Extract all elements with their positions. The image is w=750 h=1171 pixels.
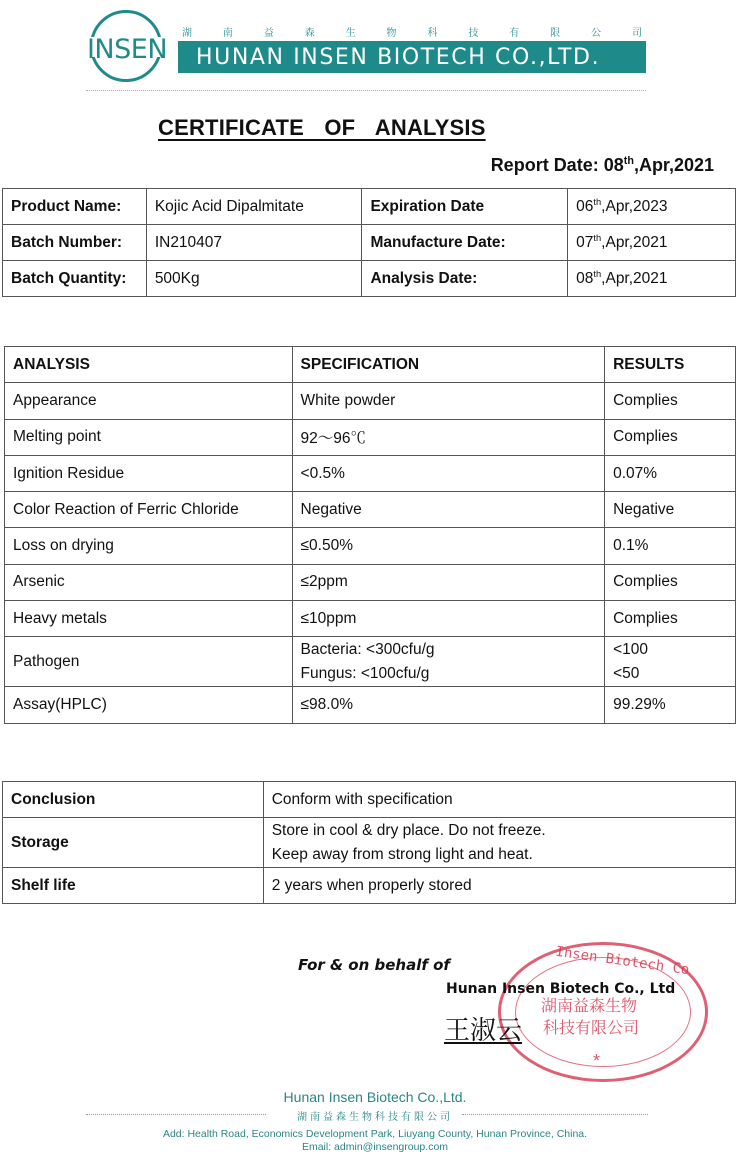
conclusion-value: Conform with specification — [263, 782, 735, 818]
footer-divider-right — [462, 1114, 648, 1115]
company-name-chinese: 湖 南 益 森 生 物 科 技 有 限 公 司 — [182, 28, 642, 39]
table-row: Heavy metals ≤10ppm Complies — [5, 601, 736, 637]
document-title: CERTIFICATE OF ANALYSIS — [158, 115, 486, 140]
expiration-date-label: Expiration Date — [362, 189, 568, 225]
logo-text: INSEN — [86, 34, 168, 65]
expiration-date-value: 06th,Apr,2023 — [568, 189, 736, 225]
table-row: Arsenic ≤2ppm Complies — [5, 564, 736, 600]
company-logo — [84, 10, 170, 82]
company-seal-stamp: Insen Biotech Co 湖南益森生物 科技有限公司 * — [498, 942, 708, 1082]
manufacture-date-label: Manufacture Date: — [362, 225, 568, 261]
signature: 王淑云 — [444, 1016, 523, 1046]
header-divider — [86, 90, 646, 91]
storage-label: Storage — [3, 818, 264, 868]
table-row: Assay(HPLC) ≤98.0% 99.29% — [5, 687, 736, 723]
table-row: Ignition Residue <0.5% 0.07% — [5, 455, 736, 491]
signing-company: Hunan Insen Biotech Co., Ltd — [446, 981, 676, 997]
table-row — [3, 189, 736, 225]
batch-quantity-value: 500Kg — [146, 261, 362, 297]
footer-address: Add: Health Road, Economics Development Park, Liuyang County, Hunan Province, China. — [162, 1128, 588, 1140]
table-row — [3, 261, 736, 297]
footer-company-name-chinese: 湖南益森生物科技有限公司 — [297, 1112, 453, 1123]
batch-number-label: Batch Number: — [3, 225, 147, 261]
table-row: Appearance White powder Complies — [5, 383, 736, 419]
conclusion-label: Conclusion — [3, 782, 264, 818]
table-row: Loss on drying ≤0.50% 0.1% — [5, 528, 736, 564]
star-icon: * — [593, 1051, 601, 1071]
table-row — [3, 818, 736, 868]
table-row: Melting point 92～96℃ Complies — [5, 419, 736, 455]
product-name-label: Product Name: — [3, 189, 147, 225]
company-name-banner: HUNAN INSEN BIOTECH CO.,LTD. — [178, 41, 646, 73]
report-date: Report Date: 08th,Apr,2021 — [490, 155, 714, 175]
on-behalf-text: For & on behalf of — [298, 956, 450, 974]
table-header-row — [5, 347, 736, 383]
column-header-results: RESULTS — [605, 347, 736, 383]
table-row — [3, 225, 736, 261]
product-name-value: Kojic Acid Dipalmitate — [146, 189, 362, 225]
analysis-date-label: Analysis Date: — [362, 261, 568, 297]
footer-email: Email: admin@insengroup.com — [301, 1141, 449, 1153]
table-row — [3, 782, 736, 818]
table-row: Pathogen Bacteria: <300cfu/g Fungus: <100cfu/g <100 <50 — [5, 637, 736, 687]
column-header-specification: SPECIFICATION — [292, 347, 605, 383]
table-row — [3, 868, 736, 904]
analysis-table — [4, 346, 736, 724]
conclusion-table — [2, 781, 736, 904]
column-header-analysis: ANALYSIS — [5, 347, 293, 383]
shelf-life-value: 2 years when properly stored — [263, 868, 735, 904]
footer-company-name: Hunan Insen Biotech Co.,Ltd. — [283, 1089, 467, 1105]
batch-number-value: IN210407 — [146, 225, 362, 261]
shelf-life-label: Shelf life — [3, 868, 264, 904]
manufacture-date-value: 07th,Apr,2021 — [568, 225, 736, 261]
analysis-date-value: 08th,Apr,2021 — [568, 261, 736, 297]
batch-quantity-label: Batch Quantity: — [3, 261, 147, 297]
table-row: Color Reaction of Ferric Chloride Negative Negative — [5, 492, 736, 528]
product-info-table — [2, 188, 736, 297]
storage-value: Store in cool & dry place. Do not freeze. Keep away from strong light and heat. — [263, 818, 735, 868]
